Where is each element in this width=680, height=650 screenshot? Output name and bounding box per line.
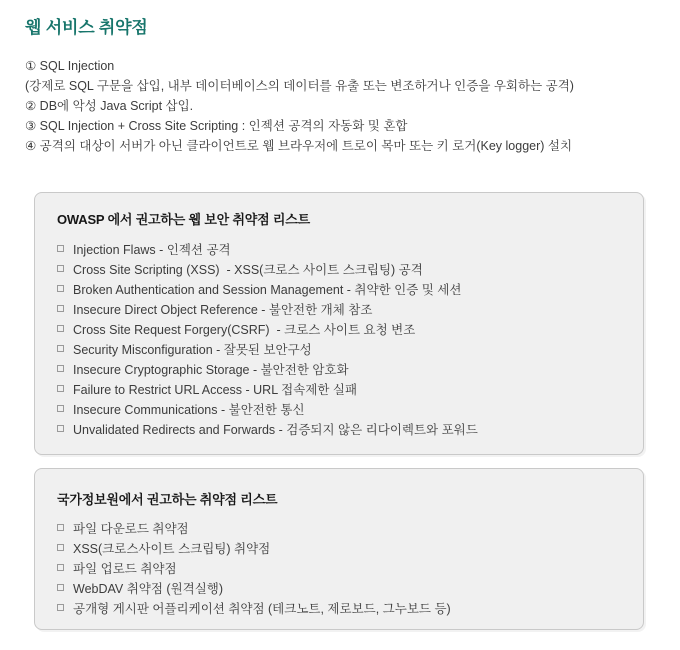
list-item bbox=[57, 339, 635, 359]
square-bullet-icon bbox=[57, 325, 64, 332]
list-item bbox=[57, 578, 635, 598]
list-item bbox=[57, 259, 635, 279]
square-bullet-icon bbox=[57, 305, 64, 312]
list-item-label: Failure to Restrict URL Access - URL 접속제한 실패 bbox=[73, 383, 358, 397]
list-item bbox=[57, 598, 635, 618]
list-item-label: Unvalidated Redirects and Forwards - 검증되지 않은 리다이렉트와 포워드 bbox=[73, 423, 478, 437]
owasp-box-title: OWASP 에서 권고하는 웹 보안 취약점 리스트 bbox=[57, 212, 311, 227]
square-bullet-icon bbox=[57, 524, 64, 531]
list-item-label: Insecure Cryptographic Storage - 불안전한 암호화 bbox=[73, 363, 349, 377]
intro-line: ④ 공격의 대상이 서버가 아닌 클라이언트로 웹 브라우저에 트로이 목마 또는 키 로거(Key logger) 설치 bbox=[25, 139, 573, 153]
list-item-label: Insecure Direct Object Reference - 불안전한 개체 참조 bbox=[73, 303, 373, 317]
list-item-label: 파일 업로드 취약점 bbox=[73, 562, 177, 576]
square-bullet-icon bbox=[57, 544, 64, 551]
nis-vulnerability-box bbox=[34, 468, 644, 630]
list-item-label: 파일 다운로드 취약점 bbox=[73, 522, 189, 536]
list-item bbox=[57, 419, 635, 439]
list-item bbox=[57, 379, 635, 399]
list-item bbox=[57, 359, 635, 379]
square-bullet-icon bbox=[57, 245, 64, 252]
list-item bbox=[57, 558, 635, 578]
intro-paragraph bbox=[25, 56, 670, 156]
square-bullet-icon bbox=[57, 265, 64, 272]
list-item-label: Cross Site Scripting (XSS) - XSS(크로스 사이트 스크립팅) 공격 bbox=[73, 263, 423, 277]
square-bullet-icon bbox=[57, 385, 64, 392]
owasp-vulnerability-list bbox=[57, 239, 635, 439]
square-bullet-icon bbox=[57, 405, 64, 412]
list-item bbox=[57, 279, 635, 299]
list-item-label: WebDAV 취약점 (원격실행) bbox=[73, 582, 224, 596]
nis-vulnerability-list bbox=[57, 518, 635, 618]
intro-line: ① SQL Injection bbox=[25, 59, 115, 73]
list-item-label: Injection Flaws - 인젝션 공격 bbox=[73, 243, 231, 257]
list-item bbox=[57, 299, 635, 319]
intro-line: ② DB에 악성 Java Script 삽입. bbox=[25, 99, 194, 113]
list-item-label: Cross Site Request Forgery(CSRF) - 크로스 사이트 요청 변조 bbox=[73, 323, 416, 337]
list-item-label: XSS(크로스사이트 스크립팅) 취약점 bbox=[73, 542, 271, 556]
owasp-vulnerability-box bbox=[34, 192, 644, 455]
page-title: 웹 서비스 취약점 bbox=[25, 18, 148, 37]
list-item bbox=[57, 319, 635, 339]
list-item-label: 공개형 게시판 어플리케이션 취약점 (테크노트, 제로보드, 그누보드 등) bbox=[73, 602, 451, 616]
square-bullet-icon bbox=[57, 604, 64, 611]
list-item-label: Insecure Communications - 불안전한 통신 bbox=[73, 403, 305, 417]
intro-line: (강제로 SQL 구문을 삽입, 내부 데이터베이스의 데이터를 유출 또는 변조하거나 인증을 우회하는 공격) bbox=[25, 79, 574, 93]
square-bullet-icon bbox=[57, 345, 64, 352]
list-item bbox=[57, 518, 635, 538]
nis-box-title: 국가정보원에서 권고하는 취약점 리스트 bbox=[57, 492, 278, 507]
intro-line: ③ SQL Injection + Cross Site Scripting : 인젝션 공격의 자동화 및 혼합 bbox=[25, 119, 408, 133]
list-item bbox=[57, 399, 635, 419]
list-item-label: Broken Authentication and Session Management - 취약한 인증 및 세션 bbox=[73, 283, 462, 297]
list-item-label: Security Misconfiguration - 잘못된 보안구성 bbox=[73, 343, 312, 357]
list-item bbox=[57, 239, 635, 259]
square-bullet-icon bbox=[57, 584, 64, 591]
square-bullet-icon bbox=[57, 564, 64, 571]
square-bullet-icon bbox=[57, 365, 64, 372]
square-bullet-icon bbox=[57, 285, 64, 292]
square-bullet-icon bbox=[57, 425, 64, 432]
list-item bbox=[57, 538, 635, 558]
